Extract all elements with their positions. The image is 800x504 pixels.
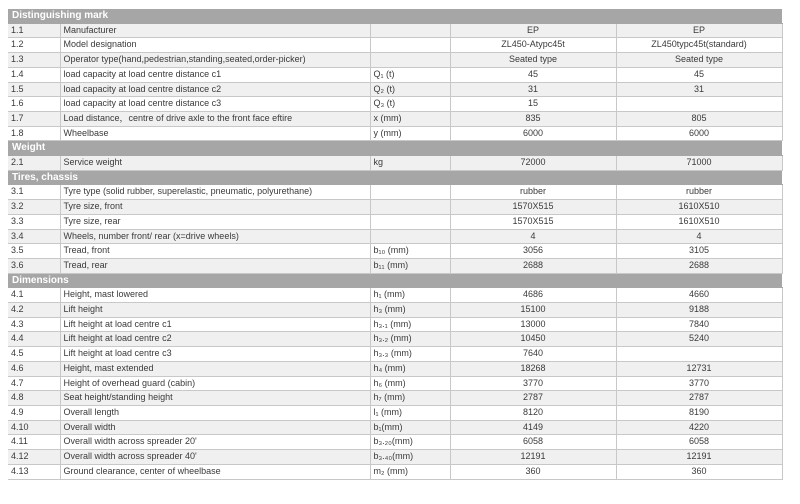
specification-table	[8, 9, 783, 480]
table-row	[8, 82, 782, 97]
row-number: 1.7	[8, 111, 60, 126]
table-row	[8, 67, 782, 82]
row-label: Lift height	[60, 303, 370, 318]
row-label: Height, mast lowered	[60, 288, 370, 303]
value-model-b	[616, 347, 782, 362]
row-unit: h₇ (mm)	[370, 391, 450, 406]
table-row	[8, 185, 782, 200]
row-unit: y (mm)	[370, 126, 450, 141]
table-row	[8, 156, 782, 171]
row-number: 2.1	[8, 156, 60, 171]
row-number: 4.5	[8, 347, 60, 362]
row-unit: l₁ (mm)	[370, 405, 450, 420]
row-number: 4.4	[8, 332, 60, 347]
value-model-b: 31	[616, 82, 782, 97]
section-title: Distinguishing mark	[8, 9, 782, 23]
value-model-b: 6000	[616, 126, 782, 141]
value-model-b: 71000	[616, 156, 782, 171]
row-number: 4.12	[8, 450, 60, 465]
value-model-b: 12191	[616, 450, 782, 465]
row-label: Wheels, number front/ rear (x=drive wheels)	[60, 229, 370, 244]
table-row	[8, 229, 782, 244]
row-number: 4.6	[8, 361, 60, 376]
row-number: 1.4	[8, 67, 60, 82]
row-unit: h₃.₃ (mm)	[370, 347, 450, 362]
value-model-b: 45	[616, 67, 782, 82]
table-row	[8, 464, 782, 479]
value-model-b: 4	[616, 229, 782, 244]
table-row	[8, 303, 782, 318]
value-model-b: 3770	[616, 376, 782, 391]
value-model-a: 12191	[450, 450, 616, 465]
row-number: 3.5	[8, 244, 60, 259]
table-row	[8, 288, 782, 303]
row-number: 3.6	[8, 258, 60, 273]
value-model-b: 2688	[616, 258, 782, 273]
row-label: Tyre size, front	[60, 200, 370, 215]
row-unit	[370, 229, 450, 244]
row-unit	[370, 200, 450, 215]
row-unit: h₃ (mm)	[370, 303, 450, 318]
value-model-b: ZL450typc45t(standard)	[616, 38, 782, 53]
row-number: 3.1	[8, 185, 60, 200]
row-label: Wheelbase	[60, 126, 370, 141]
row-unit: h₃.₂ (mm)	[370, 332, 450, 347]
value-model-b: 360	[616, 464, 782, 479]
value-model-b: 4220	[616, 420, 782, 435]
value-model-a: 3770	[450, 376, 616, 391]
table-row	[8, 420, 782, 435]
value-model-a: 72000	[450, 156, 616, 171]
table-row	[8, 126, 782, 141]
value-model-a: 835	[450, 111, 616, 126]
table-row	[8, 435, 782, 450]
row-unit: h₆ (mm)	[370, 376, 450, 391]
row-label: Manufacturer	[60, 23, 370, 38]
value-model-a: rubber	[450, 185, 616, 200]
row-label: Lift height at load centre c1	[60, 317, 370, 332]
row-number: 1.3	[8, 53, 60, 68]
row-label: Seat height/standing height	[60, 391, 370, 406]
value-model-b: 12731	[616, 361, 782, 376]
row-unit: Q₁ (t)	[370, 67, 450, 82]
row-unit	[370, 23, 450, 38]
table-row	[8, 317, 782, 332]
row-unit: b₁(mm)	[370, 420, 450, 435]
row-label: Service weight	[60, 156, 370, 171]
row-label: load capacity at load centre distance c3	[60, 97, 370, 112]
table-row	[8, 214, 782, 229]
value-model-a: 15100	[450, 303, 616, 318]
value-model-a: 6000	[450, 126, 616, 141]
value-model-a: Seated type	[450, 53, 616, 68]
row-label: Model designation	[60, 38, 370, 53]
row-unit: b₁₁ (mm)	[370, 258, 450, 273]
row-unit: h₄ (mm)	[370, 361, 450, 376]
table-row	[8, 450, 782, 465]
value-model-a: 15	[450, 97, 616, 112]
row-unit: b₁₀ (mm)	[370, 244, 450, 259]
value-model-a: 6058	[450, 435, 616, 450]
section-title: Dimensions	[8, 273, 782, 288]
value-model-b: 8190	[616, 405, 782, 420]
value-model-a: 360	[450, 464, 616, 479]
row-unit: b₃.₄₀(mm)	[370, 450, 450, 465]
row-label: Operator type(hand,pedestrian,standing,seated,order-picker)	[60, 53, 370, 68]
value-model-a: 10450	[450, 332, 616, 347]
row-unit	[370, 214, 450, 229]
row-unit	[370, 53, 450, 68]
value-model-b: 1610X510	[616, 214, 782, 229]
table-row	[8, 405, 782, 420]
table-row	[8, 391, 782, 406]
row-label: Ground clearance, center of wheelbase	[60, 464, 370, 479]
table-row	[8, 244, 782, 259]
row-number: 4.11	[8, 435, 60, 450]
value-model-b: 7840	[616, 317, 782, 332]
row-number: 4.8	[8, 391, 60, 406]
value-model-a: 2787	[450, 391, 616, 406]
value-model-a: 4149	[450, 420, 616, 435]
value-model-a: 31	[450, 82, 616, 97]
row-unit: Q₂ (t)	[370, 82, 450, 97]
value-model-b: 5240	[616, 332, 782, 347]
row-number: 4.2	[8, 303, 60, 318]
row-label: Tyre size, rear	[60, 214, 370, 229]
table-row	[8, 23, 782, 38]
row-label: Tread, rear	[60, 258, 370, 273]
value-model-a: 1570X515	[450, 200, 616, 215]
value-model-a: 8120	[450, 405, 616, 420]
section-header	[8, 273, 782, 288]
table-row	[8, 258, 782, 273]
value-model-b: Seated type	[616, 53, 782, 68]
table-row	[8, 200, 782, 215]
row-label: Load distance，centre of drive axle to the front face eftire	[60, 111, 370, 126]
row-label: Overall length	[60, 405, 370, 420]
row-label: Overall width across spreader 40'	[60, 450, 370, 465]
row-unit: h₁ (mm)	[370, 288, 450, 303]
value-model-b: 9188	[616, 303, 782, 318]
row-label: Overall width across spreader 20'	[60, 435, 370, 450]
section-title: Weight	[8, 141, 782, 156]
value-model-b: 805	[616, 111, 782, 126]
section-header	[8, 170, 782, 185]
value-model-a: 4686	[450, 288, 616, 303]
table-row	[8, 361, 782, 376]
row-label: load capacity at load centre distance c1	[60, 67, 370, 82]
row-label: Lift height at load centre c2	[60, 332, 370, 347]
section-title: Tires, chassis	[8, 170, 782, 185]
row-label: load capacity at load centre distance c2	[60, 82, 370, 97]
row-number: 1.5	[8, 82, 60, 97]
value-model-a: 3056	[450, 244, 616, 259]
table-row	[8, 97, 782, 112]
row-number: 4.13	[8, 464, 60, 479]
row-label: Overall width	[60, 420, 370, 435]
row-number: 3.2	[8, 200, 60, 215]
value-model-a: 2688	[450, 258, 616, 273]
value-model-b: EP	[616, 23, 782, 38]
row-number: 1.8	[8, 126, 60, 141]
row-label: Tread, front	[60, 244, 370, 259]
row-label: Tyre type (solid rubber, superelastic, pneumatic, polyurethane)	[60, 185, 370, 200]
value-model-a: 4	[450, 229, 616, 244]
row-unit: x (mm)	[370, 111, 450, 126]
value-model-b: 2787	[616, 391, 782, 406]
row-unit	[370, 185, 450, 200]
value-model-a: 1570X515	[450, 214, 616, 229]
row-number: 3.3	[8, 214, 60, 229]
table-row	[8, 332, 782, 347]
table-row	[8, 111, 782, 126]
value-model-b: rubber	[616, 185, 782, 200]
row-number: 4.9	[8, 405, 60, 420]
value-model-a: 18268	[450, 361, 616, 376]
value-model-a: 7640	[450, 347, 616, 362]
row-number: 4.1	[8, 288, 60, 303]
row-label: Height, mast extended	[60, 361, 370, 376]
value-model-b: 6058	[616, 435, 782, 450]
row-number: 4.3	[8, 317, 60, 332]
row-unit: b₃.₂₀(mm)	[370, 435, 450, 450]
row-unit: m₂ (mm)	[370, 464, 450, 479]
table-row	[8, 376, 782, 391]
row-number: 3.4	[8, 229, 60, 244]
section-header	[8, 141, 782, 156]
row-number: 1.2	[8, 38, 60, 53]
section-header	[8, 9, 782, 23]
row-number: 4.7	[8, 376, 60, 391]
row-unit: Q₃ (t)	[370, 97, 450, 112]
row-unit	[370, 38, 450, 53]
row-label: Height of overhead guard (cabin)	[60, 376, 370, 391]
value-model-b: 1610X510	[616, 200, 782, 215]
table-row	[8, 347, 782, 362]
row-number: 1.6	[8, 97, 60, 112]
table-row	[8, 38, 782, 53]
value-model-a: EP	[450, 23, 616, 38]
value-model-a: ZL450-Atypc45t	[450, 38, 616, 53]
table-row	[8, 53, 782, 68]
value-model-a: 13000	[450, 317, 616, 332]
value-model-b: 3105	[616, 244, 782, 259]
row-label: Lift height at load centre c3	[60, 347, 370, 362]
row-number: 4.10	[8, 420, 60, 435]
value-model-b	[616, 97, 782, 112]
value-model-b: 4660	[616, 288, 782, 303]
row-unit: h₃.₁ (mm)	[370, 317, 450, 332]
value-model-a: 45	[450, 67, 616, 82]
row-unit: kg	[370, 156, 450, 171]
row-number: 1.1	[8, 23, 60, 38]
